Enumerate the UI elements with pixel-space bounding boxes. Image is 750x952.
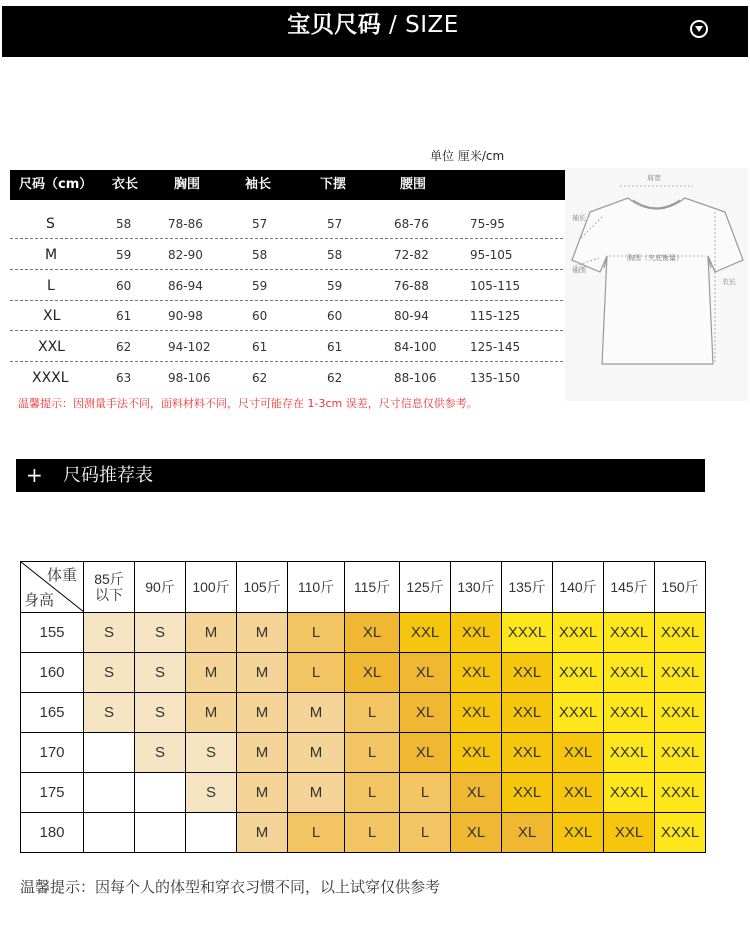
size-cell: XXL: [553, 733, 604, 773]
height-cell: 170: [21, 733, 84, 773]
cell: 90-98: [168, 309, 203, 323]
table-header-row: [21, 562, 706, 613]
size-cell: XXXL: [604, 773, 655, 813]
section-title: 尺码推荐表: [63, 465, 153, 486]
cell: L: [47, 278, 55, 294]
cell: 86-94: [168, 279, 203, 293]
size-cell: XL: [345, 613, 400, 653]
size-cell: XL: [502, 813, 553, 853]
weight-label: 90斤: [145, 579, 175, 595]
weight-label: 以下: [95, 587, 123, 603]
size-cell: [84, 813, 135, 853]
cell: 62: [116, 340, 132, 354]
size-cell: XL: [451, 813, 502, 853]
col-chest: 胸围: [174, 177, 201, 192]
size-cell: XXL: [502, 733, 553, 773]
size-cell: XXL: [553, 773, 604, 813]
weight-label: 135斤: [508, 579, 546, 595]
chest-label: 胸围（夹底衡量）: [627, 254, 683, 262]
cell: 72-82: [394, 248, 429, 262]
size-cell: L: [400, 773, 451, 813]
size-cell: S: [84, 653, 135, 693]
cell: 82-90: [168, 248, 203, 262]
table-row: [10, 208, 563, 239]
weight-header: [135, 562, 186, 613]
cell: 98-106: [168, 371, 211, 385]
cell: 61: [327, 340, 343, 354]
col-length: 衣长: [112, 177, 139, 192]
weight-header: [502, 562, 553, 613]
size-cell: XXL: [604, 813, 655, 853]
height-cell: 155: [21, 613, 84, 653]
size-cell: XXL: [502, 653, 553, 693]
col-waist: 腰围: [400, 177, 427, 192]
cell: 60: [327, 309, 343, 323]
size-cell: L: [288, 813, 345, 853]
size-cell: S: [186, 773, 237, 813]
cuff-label: 袖围: [572, 266, 586, 274]
size-cell: XL: [400, 693, 451, 733]
cell: 115-125: [470, 309, 521, 323]
cell: 61: [116, 309, 132, 323]
size-table-header: [10, 170, 565, 200]
size-cell: XXXL: [655, 733, 706, 773]
size-cell: M: [237, 693, 288, 733]
table-row: [10, 300, 563, 331]
chevron-circle-down-icon[interactable]: [690, 20, 708, 38]
col-size: 尺码（cm）: [19, 177, 93, 192]
weight-header: [604, 562, 655, 613]
weight-header: [553, 562, 604, 613]
weight-label: 140斤: [559, 579, 597, 595]
table-row: [10, 239, 563, 270]
cell: XXXL: [32, 370, 69, 386]
cell: 80-94: [394, 309, 429, 323]
size-cell: XXL: [502, 773, 553, 813]
size-cell: L: [400, 813, 451, 853]
weight-label: 130斤: [457, 579, 495, 595]
weight-header: [451, 562, 502, 613]
size-cell: XXL: [400, 613, 451, 653]
size-cell: XXXL: [502, 613, 553, 653]
height-cell: 180: [21, 813, 84, 853]
unit-label: 单位 厘米/cm: [430, 149, 505, 163]
size-cell: S: [84, 693, 135, 733]
size-cell: L: [345, 693, 400, 733]
size-cell: [135, 813, 186, 853]
size-cell: L: [288, 653, 345, 693]
cell: 68-76: [394, 217, 429, 231]
size-cell: XXXL: [655, 773, 706, 813]
cell: XXL: [38, 339, 65, 355]
size-cell: XXXL: [604, 613, 655, 653]
table-row: [10, 362, 563, 392]
cell: 105-115: [470, 279, 521, 293]
cell: 62: [327, 371, 343, 385]
cell: XL: [43, 308, 61, 324]
size-cell: XL: [400, 653, 451, 693]
cell: 95-105: [470, 248, 513, 262]
table-row: [21, 693, 706, 733]
cell: 59: [116, 248, 132, 262]
height-axis-label: 身高: [24, 592, 55, 609]
cell: 78-86: [168, 217, 203, 231]
cell: 135-150: [470, 371, 521, 385]
cell: 59: [252, 279, 268, 293]
page-title: [0, 0, 746, 51]
weight-header: [84, 562, 135, 613]
col-hem: 下摆: [320, 177, 347, 192]
sleeve-label: 袖长: [572, 214, 586, 222]
weight-axis-label: 体重: [46, 567, 77, 584]
cell: 63: [116, 371, 132, 385]
length-label: 衣长: [722, 278, 736, 286]
size-cell: S: [135, 733, 186, 773]
title-zh: 宝贝尺码: [287, 12, 382, 38]
cell: 58: [327, 248, 343, 262]
size-cell: S: [135, 613, 186, 653]
size-cell: M: [288, 733, 345, 773]
size-cell: XXXL: [604, 733, 655, 773]
size-cell: S: [135, 653, 186, 693]
size-cell: M: [186, 653, 237, 693]
cell: 57: [252, 217, 268, 231]
size-cell: M: [237, 813, 288, 853]
cell: S: [46, 216, 55, 232]
cell: 125-145: [470, 340, 521, 354]
size-cell: M: [186, 613, 237, 653]
size-cell: S: [135, 693, 186, 733]
size-cell: XXL: [553, 813, 604, 853]
weight-header: [400, 562, 451, 613]
size-cell: XXL: [502, 693, 553, 733]
size-cell: [84, 773, 135, 813]
size-cell: S: [186, 733, 237, 773]
weight-label: 115斤: [353, 579, 391, 595]
size-cell: M: [288, 693, 345, 733]
cell: 59: [327, 279, 343, 293]
cell: 57: [327, 217, 343, 231]
cell: 61: [252, 340, 268, 354]
table-row: [10, 270, 563, 301]
weight-label: 105斤: [243, 579, 281, 595]
size-cell: [84, 733, 135, 773]
weight-header: [237, 562, 288, 613]
weight-header: [186, 562, 237, 613]
size-cell: L: [345, 773, 400, 813]
size-cell: L: [345, 733, 400, 773]
table-row: [21, 733, 706, 773]
size-cell: XXXL: [655, 693, 706, 733]
size-cell: M: [186, 693, 237, 733]
size-cell: XL: [345, 653, 400, 693]
weight-header: [655, 562, 706, 613]
size-cell: XXXL: [604, 693, 655, 733]
table-row: [21, 813, 706, 853]
size-cell: XL: [451, 773, 502, 813]
cell: 94-102: [168, 340, 211, 354]
weight-header: [345, 562, 400, 613]
table-row: [21, 653, 706, 693]
size-note: 温馨提示：因测量手法不同，面料材料不同，尺寸可能存在 1-3cm 误差，尺寸信息仅供参考。: [18, 397, 478, 410]
cell: 58: [116, 217, 132, 231]
weight-label: 110斤: [297, 579, 335, 595]
cell: 88-106: [394, 371, 437, 385]
size-cell: [186, 813, 237, 853]
size-cell: XXXL: [553, 653, 604, 693]
size-cell: L: [345, 813, 400, 853]
plus-icon: +: [26, 463, 43, 487]
size-cell: L: [288, 613, 345, 653]
table-row: [10, 331, 563, 362]
size-cell: M: [237, 733, 288, 773]
weight-label: 125斤: [406, 579, 444, 595]
cell: M: [45, 247, 58, 263]
corner-cell: [21, 562, 84, 613]
shoulder-label: 肩宽: [647, 174, 661, 182]
size-cell: S: [84, 613, 135, 653]
size-cell: XXXL: [655, 813, 706, 853]
size-cell: M: [237, 613, 288, 653]
tshirt-icon: [565, 168, 748, 401]
cell: 60: [116, 279, 132, 293]
weight-label: 145斤: [610, 579, 648, 595]
title-en: SIZE: [405, 12, 459, 38]
cell: 62: [252, 371, 268, 385]
tshirt-measurement-diagram: [565, 168, 748, 401]
size-cell: XXXL: [553, 693, 604, 733]
size-cell: XXL: [451, 733, 502, 773]
size-cell: M: [237, 653, 288, 693]
size-cell: XL: [400, 733, 451, 773]
size-cell: XXXL: [655, 653, 706, 693]
size-cell: M: [237, 773, 288, 813]
height-cell: 165: [21, 693, 84, 733]
weight-label: 150斤: [661, 579, 699, 595]
size-cell: XXXL: [655, 613, 706, 653]
size-cell: M: [288, 773, 345, 813]
title-sep: /: [389, 12, 398, 38]
cell: 58: [252, 248, 268, 262]
size-cell: XXL: [451, 653, 502, 693]
weight-header: [288, 562, 345, 613]
size-cell: XXXL: [604, 653, 655, 693]
cell: 76-88: [394, 279, 429, 293]
size-cell: XXL: [451, 613, 502, 653]
col-sleeve: 袖长: [245, 177, 272, 192]
cell: 84-100: [394, 340, 437, 354]
cell: 75-95: [470, 217, 505, 231]
weight-label: 100斤: [192, 579, 230, 595]
height-cell: 160: [21, 653, 84, 693]
size-cell: [135, 773, 186, 813]
weight-label: 85斤: [94, 571, 124, 587]
table-row: [21, 773, 706, 813]
table-row: [21, 613, 706, 653]
size-cell: XXL: [451, 693, 502, 733]
size-cell: XXXL: [553, 613, 604, 653]
size-recommend-table: [20, 561, 706, 853]
height-cell: 175: [21, 773, 84, 813]
cell: 60: [252, 309, 268, 323]
footer-note: 温馨提示：因每个人的体型和穿衣习惯不同，以上试穿仅供参考: [20, 878, 441, 896]
